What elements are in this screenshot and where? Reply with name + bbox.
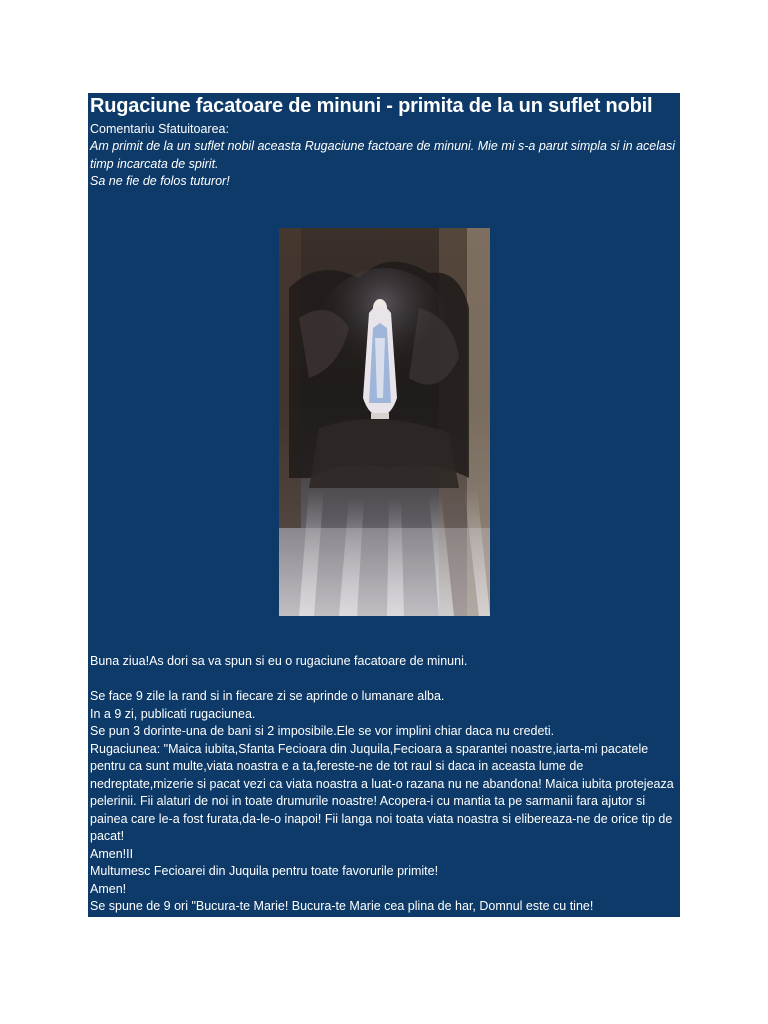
- greeting-paragraph: Buna ziua!As dori sa va spun si eu o rugaciune facatoare de minuni.: [90, 654, 468, 668]
- instruction-line: Se face 9 zile la rand si in fiecare zi se aprinde o lumanare alba.: [90, 689, 445, 703]
- amen-line: Amen!II: [90, 846, 134, 861]
- instruction-line: In a 9 zi, publicati rugaciunea.: [90, 706, 256, 721]
- closing-line: Se spune de 9 ori "Bucura-te Marie! Bucura-te Marie cea plina de har, Domnul este cu tine!: [90, 899, 594, 913]
- instruction-line: Se pun 3 dorinte-una de bani si 2 imposibile.Ele se vor implini chiar daca nu credeti.: [90, 724, 555, 738]
- comment-label: Comentariu Sfatuitoarea:: [90, 122, 229, 136]
- prayer-body: [90, 653, 680, 916]
- page-title: Rugaciune facatoare de minuni - primita de la un suflet nobil: [90, 95, 653, 117]
- amen-line: Amen!: [90, 881, 127, 896]
- paragraph-gap: [90, 671, 680, 689]
- intro-text: Am primit de la un suflet nobil aceasta Rugaciune factoare de minuni. Mie mi s-a parut simpla si in acelasi timp incarcata de spirit. Sa ne fie de folos tuturor!: [90, 139, 675, 188]
- prayer-paragraph: Rugaciunea: "Maica iubita,Sfanta Fecioara din Juquila,Fecioara a sparantei noastre,iarta-mi pacatele pentru ca sunt multe,viata noastra e a ta,fereste-ne de tot raul si daca in aceasta lume de nedreptate,mizerie si pacat vezi ca viata noastra a luat-o razana nu ne abandona! Maica iubita protejeaza pelerinii. Fii alaturi de noi in toate drumurile noastre! Acopera-i cu mantia ta pe sarmanii fara ajutor si painea care le-a fost furata,da-le-o inapoi! Fii langa noi toata viata noastra si elibereaza-ne de orice tip de pacat!: [90, 741, 674, 843]
- thanks-line: Multumesc Fecioarei din Juquila pentru toate favorurile primite!: [90, 864, 439, 878]
- virgin-mary-statue-image: [279, 228, 490, 616]
- content-panel: [88, 93, 680, 917]
